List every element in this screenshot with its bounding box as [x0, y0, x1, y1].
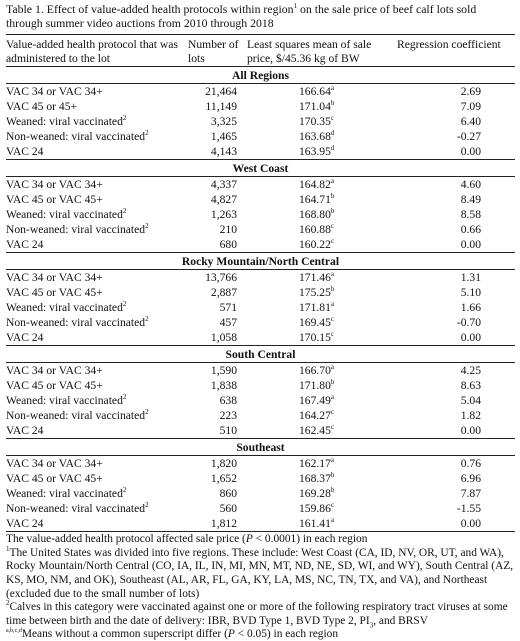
cell-number-of-lots: 11,149: [205, 99, 237, 113]
cell-sale-price-mean: 161.41$^a$: [243, 516, 393, 532]
cell-protocol: VAC 45 or VAC 45+: [6, 471, 103, 485]
region-heading: West Coast: [6, 159, 515, 176]
table-row: [6, 114, 515, 129]
cell-number-of-lots: 13,766: [205, 270, 237, 284]
cell-regression-coefficient: 0.76: [460, 456, 481, 470]
cell-regression-coefficient: 0.66: [460, 222, 481, 236]
cell-protocol: VAC 24: [6, 330, 44, 344]
table-row: [6, 237, 515, 253]
cell-regression-coefficient: 1.66: [460, 300, 481, 314]
cell-sale-price-mean: 175.25$^b$: [299, 284, 335, 299]
cell-number-of-lots: 223: [219, 408, 237, 422]
cell-regression-coefficient: 0.00: [460, 330, 481, 344]
cell-sale-price-mean: 166.70$^a$: [299, 362, 334, 377]
cell-number-of-lots: 1,838: [210, 378, 237, 392]
cell-number-of-lots: 2,887: [210, 285, 237, 299]
footnote-regions: $^1$The United States was divided into five regions. These include: West Coast (CA, ID, NV, OR, UT, and WA), Rocky Mountain/North Central (CO, IA, IL, IN, MI, MN, MT, ND, NE, SD, WI, and WY), South Central (AZ, KS, MO, NM, and OK), Southeast (AL, AR, FL, GA, KY, LA, MS, NC, TN, TX, and VA), and Northeast (excluded due to the small number of lots): [6, 544, 514, 600]
header-number-of-lots: Number of lots: [188, 38, 239, 65]
cell-number-of-lots: 4,337: [210, 177, 237, 191]
cell-regression-coefficient: 0.00: [460, 423, 481, 437]
table-footnotes: [6, 533, 515, 641]
cell-regression-coefficient: 5.10: [460, 285, 481, 299]
cell-regression-coefficient: -1.55: [456, 501, 481, 515]
cell-regression-coefficient: 8.63: [460, 378, 481, 392]
cell-protocol: VAC 24: [6, 144, 44, 158]
cell-number-of-lots: 1,058: [210, 330, 237, 344]
cell-regression-coefficient: -0.27: [456, 129, 481, 143]
cell-sale-price-mean: 163.95$^d$: [299, 143, 335, 158]
title-text-continued: on the sale price of beef calf lots sold through summer video auctions from 2010 through 2018: [6, 2, 477, 31]
cell-protocol: VAC 34 or VAC 34+: [6, 456, 103, 470]
cell-protocol: Weaned: viral vaccinated$^2$: [6, 206, 127, 221]
cell-regression-coefficient: 7.09: [460, 99, 481, 113]
table-row: [6, 516, 515, 532]
cell-number-of-lots: 457: [219, 315, 237, 329]
cell-number-of-lots: 4,827: [210, 192, 237, 206]
cell-sale-price-mean: 169.45$^c$: [299, 314, 334, 329]
cell-number-of-lots: 1,263: [210, 207, 237, 221]
cell-regression-coefficient: 0.00: [460, 237, 481, 251]
table-row: [6, 408, 515, 423]
table-row: [6, 300, 515, 315]
table-row: [6, 99, 515, 114]
title-text: Table 1. Effect of value-added health protocols within region: [6, 2, 294, 16]
cell-regression-coefficient: 8.58: [460, 207, 481, 221]
table-row: [6, 362, 515, 378]
cell-sale-price-mean: 166.64$^a$: [299, 83, 334, 98]
cell-number-of-lots: 210: [219, 222, 237, 236]
cell-regression-coefficient: 4.60: [460, 177, 481, 191]
cell-regression-coefficient: 8.49: [460, 192, 481, 206]
table-row: [6, 393, 515, 408]
cell-protocol: Non-weaned: viral vaccinated$^2$: [6, 407, 149, 422]
cell-protocol: VAC 34 or VAC 34+: [6, 177, 103, 191]
cell-sale-price-mean: 163.68$^d$: [299, 128, 335, 143]
cell-regression-coefficient: -0.70: [456, 315, 481, 329]
table-row: [6, 486, 515, 501]
cell-protocol: VAC 34 or VAC 34+: [6, 84, 103, 98]
cell-number-of-lots: 1,812: [184, 516, 243, 532]
cell-regression-coefficient: 1.82: [460, 408, 481, 422]
cell-sale-price-mean: 169.28$^b$: [299, 485, 335, 500]
table-row: [6, 423, 515, 439]
cell-regression-coefficient: 0.00: [460, 144, 481, 158]
cell-regression-coefficient: 2.69: [460, 84, 481, 98]
cell-sale-price-mean: 171.80$^b$: [299, 377, 335, 392]
cell-sale-price-mean: 168.37$^b$: [299, 470, 335, 485]
title-footnote-marker: 1: [293, 2, 298, 11]
cell-protocol: VAC 45 or VAC 45+: [6, 378, 103, 392]
cell-regression-coefficient: 6.40: [460, 114, 481, 128]
cell-number-of-lots: 1,820: [210, 456, 237, 470]
cell-number-of-lots: 1,590: [210, 363, 237, 377]
cell-sale-price-mean: 170.15$^c$: [299, 329, 334, 344]
cell-protocol: Non-weaned: viral vaccinated$^2$: [6, 500, 149, 515]
cell-regression-coefficient: 5.04: [460, 393, 481, 407]
cell-number-of-lots: 1,465: [210, 129, 237, 143]
table-row: [6, 207, 515, 222]
cell-regression-coefficient: 4.25: [460, 363, 481, 377]
table-row: [6, 192, 515, 207]
region-heading-row: [6, 66, 515, 83]
cell-number-of-lots: 510: [219, 423, 237, 437]
cell-number-of-lots: 1,652: [210, 471, 237, 485]
cell-regression-coefficient: 6.96: [460, 471, 481, 485]
region-heading-row: [6, 438, 515, 455]
table-row: [6, 315, 515, 330]
results-table: [6, 34, 515, 532]
cell-sale-price-mean: 162.45$^c$: [299, 422, 334, 437]
cell-sale-price-mean: 168.80$^b$: [299, 206, 335, 221]
cell-sale-price-mean: 160.88$^c$: [299, 221, 334, 236]
cell-sale-price-mean: 171.81$^a$: [299, 299, 334, 314]
cell-protocol: VAC 34 or VAC 34+: [6, 363, 103, 377]
cell-sale-price-mean: 164.27$^c$: [299, 407, 334, 422]
region-heading-row: [6, 252, 515, 269]
cell-protocol: Weaned: viral vaccinated$^2$: [6, 392, 127, 407]
table-row: [6, 330, 515, 346]
cell-number-of-lots: 638: [219, 393, 237, 407]
cell-number-of-lots: 560: [219, 501, 237, 515]
footnote-significance: The value-added health protocol affected sale price (P < 0.0001) in each region: [6, 532, 368, 545]
region-heading: Rocky Mountain/North Central: [6, 252, 515, 269]
cell-number-of-lots: 21,464: [205, 84, 237, 98]
cell-protocol: VAC 24: [6, 237, 44, 251]
table-row: [6, 269, 515, 285]
footnote-superscripts: $^{a,b,c,d}$Means without a common superscript differ (P < 0.05) in each region: [6, 627, 339, 640]
cell-protocol: VAC 34 or VAC 34+: [6, 270, 103, 284]
cell-protocol: VAC 24: [6, 516, 184, 532]
cell-number-of-lots: 3,325: [210, 114, 237, 128]
table-row: [6, 471, 515, 486]
cell-regression-coefficient: 1.31: [460, 270, 481, 284]
cell-protocol: Weaned: viral vaccinated$^2$: [6, 299, 127, 314]
table-title: [6, 2, 515, 30]
table-row: [6, 176, 515, 192]
table-header: [6, 35, 515, 67]
cell-number-of-lots: 4,143: [210, 144, 237, 158]
cell-sale-price-mean: 170.35$^c$: [299, 113, 334, 128]
cell-protocol: VAC 45 or VAC 45+: [6, 192, 103, 206]
table-body: [6, 66, 515, 531]
cell-protocol: VAC 45 or VAC 45+: [6, 285, 103, 299]
footnote-viral-vaccination: $^2$Calves in this category were vaccinated against one or more of the following respiratory tract viruses at some time between birth and the date of delivery: IBR, BVD Type 1, BVD Type 2, $PI_3$, and BRSV: [6, 599, 508, 630]
region-heading-row: [6, 345, 515, 362]
cell-sale-price-mean: 171.46$^a$: [299, 269, 334, 284]
cell-sale-price-mean: 159.86$^c$: [299, 500, 334, 515]
cell-sale-price-mean: 164.82$^a$: [299, 176, 334, 191]
region-heading-row: [6, 159, 515, 176]
table-row: [6, 285, 515, 300]
cell-protocol: Non-weaned: viral vaccinated$^2$: [6, 128, 149, 143]
cell-protocol: Non-weaned: viral vaccinated$^2$: [6, 314, 149, 329]
header-sale-price-mean: Least squares mean of sale price, $/45.36 kg of BW: [247, 38, 372, 65]
cell-protocol: Weaned: viral vaccinated$^2$: [6, 113, 127, 128]
cell-sale-price-mean: 164.71$^b$: [299, 191, 335, 206]
cell-protocol: Weaned: viral vaccinated$^2$: [6, 485, 127, 500]
cell-sale-price-mean: 171.04$^b$: [299, 98, 335, 113]
table-row: [6, 144, 515, 160]
region-heading: South Central: [6, 345, 515, 362]
cell-sale-price-mean: 162.17$^a$: [299, 455, 334, 470]
cell-number-of-lots: 571: [219, 300, 237, 314]
region-heading: Southeast: [6, 438, 515, 455]
table-row: [6, 378, 515, 393]
cell-sale-price-mean: 160.22$^c$: [299, 236, 334, 251]
table-row: [6, 222, 515, 237]
header-regression-coefficient: Regression coefficient: [397, 38, 501, 52]
cell-protocol: Non-weaned: viral vaccinated$^2$: [6, 221, 149, 236]
cell-protocol: VAC 24: [6, 423, 44, 437]
region-heading: All Regions: [6, 66, 515, 83]
header-protocol: Value-added health protocol that was administered to the lot: [6, 38, 178, 65]
table-row: [6, 501, 515, 516]
cell-protocol: VAC 45 or 45+: [6, 99, 78, 113]
cell-regression-coefficient: 0.00: [393, 516, 515, 532]
cell-regression-coefficient: 7.87: [460, 486, 481, 500]
cell-sale-price-mean: 167.49$^a$: [299, 392, 334, 407]
table-row: [6, 129, 515, 144]
table-row: [6, 83, 515, 99]
cell-number-of-lots: 860: [219, 486, 237, 500]
cell-number-of-lots: 680: [219, 237, 237, 251]
table-row: [6, 455, 515, 471]
